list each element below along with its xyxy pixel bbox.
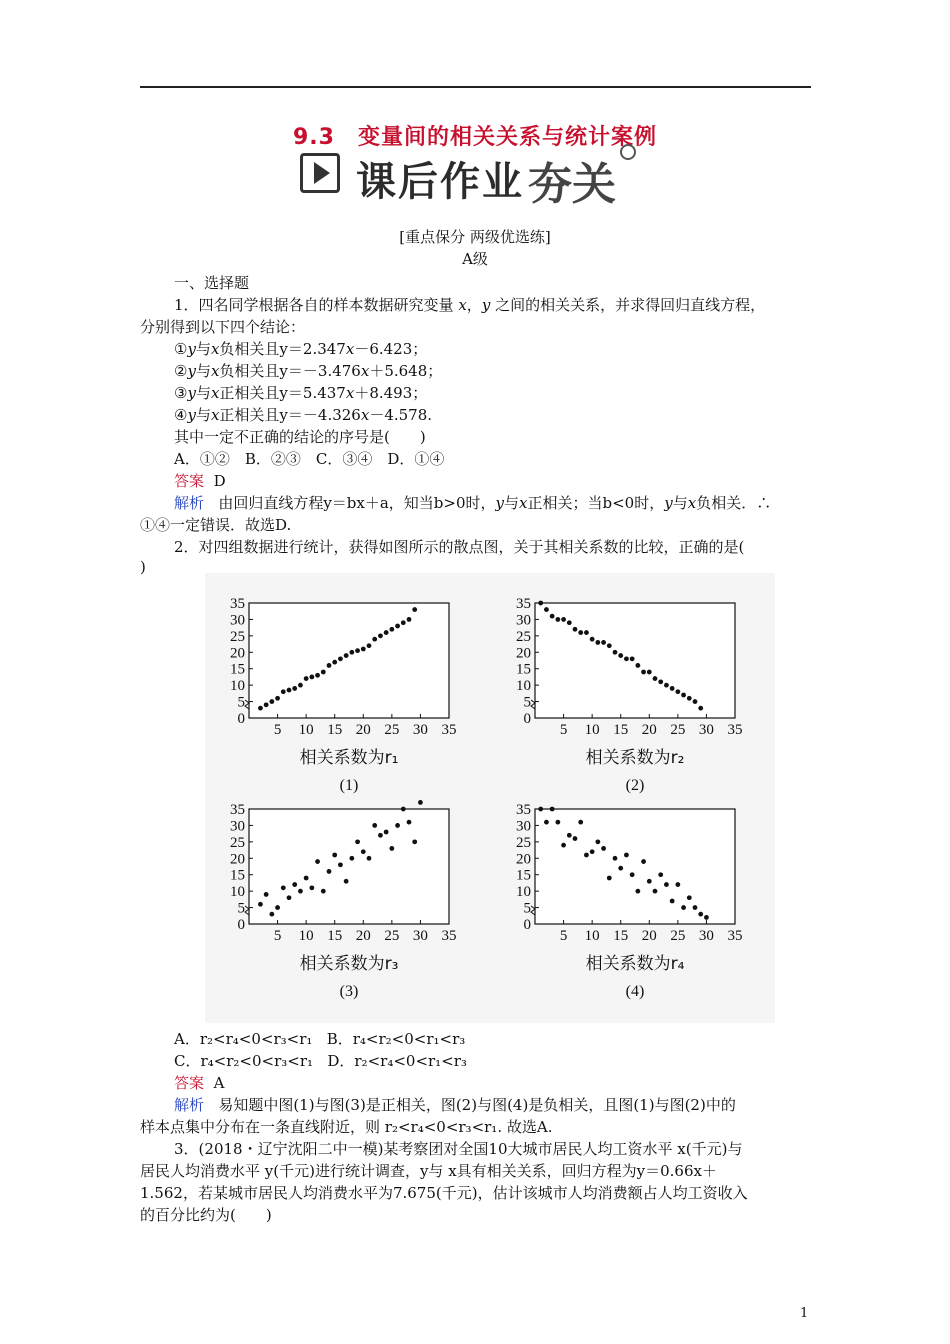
data-point xyxy=(412,607,417,612)
data-point xyxy=(664,683,669,688)
y-tick-label: 5 xyxy=(523,694,531,711)
x-tick-label: 35 xyxy=(441,928,457,944)
data-point xyxy=(321,670,326,675)
data-point xyxy=(258,902,263,907)
q2-stem-line2: ) xyxy=(140,558,146,576)
data-point xyxy=(658,872,663,877)
x-tick-label: 10 xyxy=(298,928,314,944)
x-tick-label: 35 xyxy=(441,722,457,738)
data-point xyxy=(590,849,595,854)
q1-stem-line1: 1．四名同学根据各自的样本数据研究变量 x，y 之间的相关关系，并求得回归直线方程， xyxy=(174,296,766,314)
x-tick-label: 25 xyxy=(670,722,686,738)
q1-conclusion: ②y与x负相关且y＝－3.476x＋5.648； xyxy=(174,362,443,380)
data-point xyxy=(578,630,583,635)
data-point xyxy=(309,885,314,890)
data-point xyxy=(630,872,635,877)
data-point xyxy=(635,889,640,894)
data-point xyxy=(607,643,612,648)
data-point xyxy=(281,885,286,890)
data-point xyxy=(538,807,543,812)
y-tick-label: 30 xyxy=(230,818,245,835)
analysis-label: 解析 xyxy=(174,1096,205,1114)
data-point xyxy=(573,836,578,841)
q1-answer: 答案 D xyxy=(174,472,226,490)
data-point xyxy=(407,820,412,825)
data-point xyxy=(269,912,274,917)
x-tick-label: 10 xyxy=(584,722,600,738)
data-point xyxy=(544,820,549,825)
answer-label: 答案 xyxy=(174,472,205,490)
y-tick-label: 10 xyxy=(516,884,531,901)
data-point xyxy=(670,686,675,691)
data-point xyxy=(675,689,680,694)
data-point xyxy=(327,869,332,874)
y-tick-label: 20 xyxy=(516,851,531,868)
scatter-plots-svg xyxy=(205,573,775,1023)
y-tick-label: 0 xyxy=(237,711,245,727)
y-tick-label: 35 xyxy=(230,802,245,818)
x-tick-label: 15 xyxy=(327,928,343,944)
x-tick-label: 5 xyxy=(559,722,568,738)
data-point xyxy=(372,823,377,828)
y-tick-label: 35 xyxy=(516,596,531,612)
data-point xyxy=(561,843,566,848)
data-point xyxy=(367,856,372,861)
data-point xyxy=(418,800,423,805)
y-tick-label: 20 xyxy=(230,851,245,868)
data-point xyxy=(264,892,269,897)
data-point xyxy=(675,882,680,887)
practice-subtitle: [重点保分 两级优选练] xyxy=(399,228,551,246)
y-tick-label: 25 xyxy=(230,834,245,851)
data-point xyxy=(321,889,326,894)
data-point xyxy=(670,899,675,904)
y-tick-label: 10 xyxy=(230,678,245,695)
y-tick-label: 30 xyxy=(516,612,531,629)
data-point xyxy=(378,833,383,838)
q1-analysis-line1: 解析 由回归直线方程y＝bx＋a，知当b>0时，y与x正相关；当b<0时，y与x负相关．∴ xyxy=(174,494,772,512)
q2-stem-line1: 2．对四组数据进行统计，获得如图所示的散点图，关于其相关系数的比较，正确的是( xyxy=(174,538,745,556)
logo-ring-icon xyxy=(620,144,636,160)
x-tick-label: 30 xyxy=(412,722,428,738)
data-point xyxy=(630,656,635,661)
data-point xyxy=(555,617,560,622)
y-tick-label: 15 xyxy=(516,867,531,884)
plot-frame xyxy=(249,603,449,718)
data-point xyxy=(641,670,646,675)
q1-stem-line2: 分别得到以下四个结论： xyxy=(140,318,306,336)
data-point xyxy=(584,630,589,635)
data-point xyxy=(287,895,292,900)
y-tick-label: 35 xyxy=(230,596,245,612)
data-point xyxy=(407,617,412,622)
data-point xyxy=(555,820,560,825)
play-icon xyxy=(300,153,340,193)
data-point xyxy=(355,648,360,653)
data-point xyxy=(384,630,389,635)
data-point xyxy=(361,849,366,854)
x-tick-label: 30 xyxy=(698,722,714,738)
data-point xyxy=(349,650,354,655)
homework-banner xyxy=(300,150,650,210)
q2-answer: 答案 A xyxy=(174,1074,225,1092)
y-tick-label: 5 xyxy=(237,694,245,711)
x-tick-label: 35 xyxy=(727,928,743,944)
section-title: 9.3 变量间的相关关系与统计案例 xyxy=(293,125,657,150)
y-tick-label: 30 xyxy=(230,612,245,629)
q3-line4: 的百分比约为( ) xyxy=(140,1206,272,1224)
y-tick-label: 15 xyxy=(230,661,245,678)
x-tick-label: 30 xyxy=(698,928,714,944)
q1-conclusion: ③y与x正相关且y＝5.437x＋8.493； xyxy=(174,384,428,402)
chart-caption: 相关系数为r₃ xyxy=(299,954,399,974)
data-point xyxy=(264,702,269,707)
data-point xyxy=(344,653,349,658)
data-point xyxy=(601,640,606,645)
data-point xyxy=(653,676,658,681)
x-tick-label: 10 xyxy=(298,722,314,738)
data-point xyxy=(304,876,309,881)
data-point xyxy=(292,882,297,887)
plot-frame xyxy=(535,809,735,924)
data-point xyxy=(653,889,658,894)
q2-options-row2: C．r₄<r₂<0<r₃<r₁ D．r₂<r₄<0<r₁<r₃ xyxy=(174,1052,467,1070)
page-number: 1 xyxy=(800,1306,809,1321)
y-tick-label: 20 xyxy=(516,645,531,662)
y-tick-label: 0 xyxy=(523,711,531,727)
data-point xyxy=(687,696,692,701)
data-point xyxy=(332,853,337,858)
data-point xyxy=(641,859,646,864)
chart-caption: 相关系数为r₂ xyxy=(585,748,685,768)
data-point xyxy=(601,846,606,851)
x-tick-label: 10 xyxy=(584,928,600,944)
data-point xyxy=(584,853,589,858)
y-tick-label: 5 xyxy=(237,900,245,917)
data-point xyxy=(372,637,377,642)
data-point xyxy=(361,647,366,652)
panel-number: (4) xyxy=(625,983,645,1000)
data-point xyxy=(687,895,692,900)
banner-logo: 夯关 xyxy=(528,159,616,210)
data-point xyxy=(624,853,629,858)
header-rule xyxy=(140,86,811,88)
data-point xyxy=(298,683,303,688)
data-point xyxy=(544,607,549,612)
q1-conclusion: ④y与x正相关且y＝－4.326x－4.578. xyxy=(174,406,433,424)
banner-text: 课后作业 xyxy=(356,159,524,205)
data-point xyxy=(349,856,354,861)
data-point xyxy=(550,807,555,812)
analysis-label: 解析 xyxy=(174,494,205,512)
data-point xyxy=(658,679,663,684)
y-tick-label: 15 xyxy=(516,661,531,678)
x-tick-label: 25 xyxy=(670,928,686,944)
data-point xyxy=(698,912,703,917)
data-point xyxy=(367,643,372,648)
y-tick-label: 5 xyxy=(523,900,531,917)
section-heading: 一、选择题 xyxy=(174,274,250,292)
y-tick-label: 15 xyxy=(230,867,245,884)
axis-break-icon xyxy=(245,700,249,709)
data-point xyxy=(275,905,280,910)
data-point xyxy=(315,859,320,864)
panel-number: (3) xyxy=(339,983,359,1000)
x-tick-label: 30 xyxy=(412,928,428,944)
x-tick-label: 5 xyxy=(273,928,282,944)
y-tick-label: 35 xyxy=(516,802,531,818)
data-point xyxy=(281,689,286,694)
level-label: A级 xyxy=(462,250,488,268)
data-point xyxy=(384,830,389,835)
data-point xyxy=(315,673,320,678)
axis-break-icon xyxy=(245,906,249,915)
q1-analysis-line2: ①④一定错误．故选D. xyxy=(140,516,292,534)
data-point xyxy=(389,627,394,632)
data-point xyxy=(355,839,360,844)
y-tick-label: 0 xyxy=(523,917,531,933)
x-tick-label: 20 xyxy=(355,722,371,738)
data-point xyxy=(693,699,698,704)
data-point xyxy=(389,846,394,851)
data-point xyxy=(412,839,417,844)
data-point xyxy=(258,706,263,711)
q1-conclusion: ①y与x负相关且y＝2.347x－6.423； xyxy=(174,340,428,358)
data-point xyxy=(618,866,623,871)
data-point xyxy=(698,706,703,711)
y-tick-label: 10 xyxy=(230,884,245,901)
chart-caption: 相关系数为r₁ xyxy=(299,748,399,768)
data-point xyxy=(681,693,686,698)
y-tick-label: 10 xyxy=(516,678,531,695)
x-tick-label: 25 xyxy=(384,928,400,944)
data-point xyxy=(647,879,652,884)
x-tick-label: 20 xyxy=(641,722,657,738)
data-point xyxy=(292,686,297,691)
q2-analysis-line2: 样本点集中分布在一条直线附近，则 r₂<r₄<0<r₃<r₁. 故选A. xyxy=(140,1118,553,1136)
data-point xyxy=(613,856,618,861)
data-point xyxy=(378,633,383,638)
data-point xyxy=(550,614,555,619)
data-point xyxy=(607,876,612,881)
data-point xyxy=(664,882,669,887)
x-tick-label: 5 xyxy=(273,722,282,738)
q3-line3: 1.562，若某城市居民人均消费水平为7.675(千元)，估计该城市人均消费额占人均工资收入 xyxy=(140,1184,748,1202)
data-point xyxy=(590,637,595,642)
data-point xyxy=(395,823,400,828)
data-point xyxy=(578,820,583,825)
chart-caption: 相关系数为r₄ xyxy=(585,954,685,974)
data-point xyxy=(401,807,406,812)
data-point xyxy=(332,660,337,665)
data-point xyxy=(573,627,578,632)
scatter-figure xyxy=(205,573,775,1023)
data-point xyxy=(613,650,618,655)
data-point xyxy=(338,656,343,661)
data-point xyxy=(595,640,600,645)
y-tick-label: 25 xyxy=(516,628,531,645)
data-point xyxy=(704,915,709,920)
x-tick-label: 20 xyxy=(355,928,371,944)
x-tick-label: 20 xyxy=(641,928,657,944)
q3-line2: 居民人均消费水平 y(千元)进行统计调查，y与 x具有相关关系，回归方程为y＝0.66x＋ xyxy=(140,1162,717,1180)
data-point xyxy=(635,663,640,668)
panel-number: (2) xyxy=(625,777,645,794)
x-tick-label: 5 xyxy=(559,928,568,944)
data-point xyxy=(567,833,572,838)
q3-line1: 3．(2018・辽宁沈阳二中一模)某考察团对全国10大城市居民人均工资水平 x(千元)与 xyxy=(174,1140,743,1158)
y-tick-label: 25 xyxy=(516,834,531,851)
data-point xyxy=(309,675,314,680)
data-point xyxy=(269,699,274,704)
data-point xyxy=(304,676,309,681)
y-tick-label: 0 xyxy=(237,917,245,933)
y-tick-label: 25 xyxy=(230,628,245,645)
data-point xyxy=(647,670,652,675)
data-point xyxy=(338,862,343,867)
data-point xyxy=(287,688,292,693)
data-point xyxy=(298,889,303,894)
y-tick-label: 30 xyxy=(516,818,531,835)
q1-prompt: 其中一定不正确的结论的序号是( ) xyxy=(174,428,426,446)
data-point xyxy=(395,624,400,629)
q1-options: A．①② B．②③ C．③④ D．①④ xyxy=(174,450,445,468)
answer-label: 答案 xyxy=(174,1074,205,1092)
x-tick-label: 15 xyxy=(613,928,629,944)
data-point xyxy=(344,879,349,884)
q2-options-row1: A．r₂<r₄<0<r₃<r₁ B．r₄<r₂<0<r₁<r₃ xyxy=(174,1030,466,1048)
data-point xyxy=(401,620,406,625)
data-point xyxy=(538,601,543,606)
y-tick-label: 20 xyxy=(230,645,245,662)
data-point xyxy=(693,905,698,910)
x-tick-label: 15 xyxy=(613,722,629,738)
data-point xyxy=(561,617,566,622)
x-tick-label: 35 xyxy=(727,722,743,738)
data-point xyxy=(327,663,332,668)
data-point xyxy=(567,620,572,625)
data-point xyxy=(618,653,623,658)
panel-number: (1) xyxy=(339,777,359,794)
x-tick-label: 25 xyxy=(384,722,400,738)
data-point xyxy=(595,839,600,844)
q2-analysis-line1: 解析 易知题中图(1)与图(3)是正相关，图(2)与图(4)是负相关，且图(1)与图(2)中的 xyxy=(174,1096,736,1114)
data-point xyxy=(275,696,280,701)
x-tick-label: 15 xyxy=(327,722,343,738)
data-point xyxy=(624,656,629,661)
data-point xyxy=(681,905,686,910)
